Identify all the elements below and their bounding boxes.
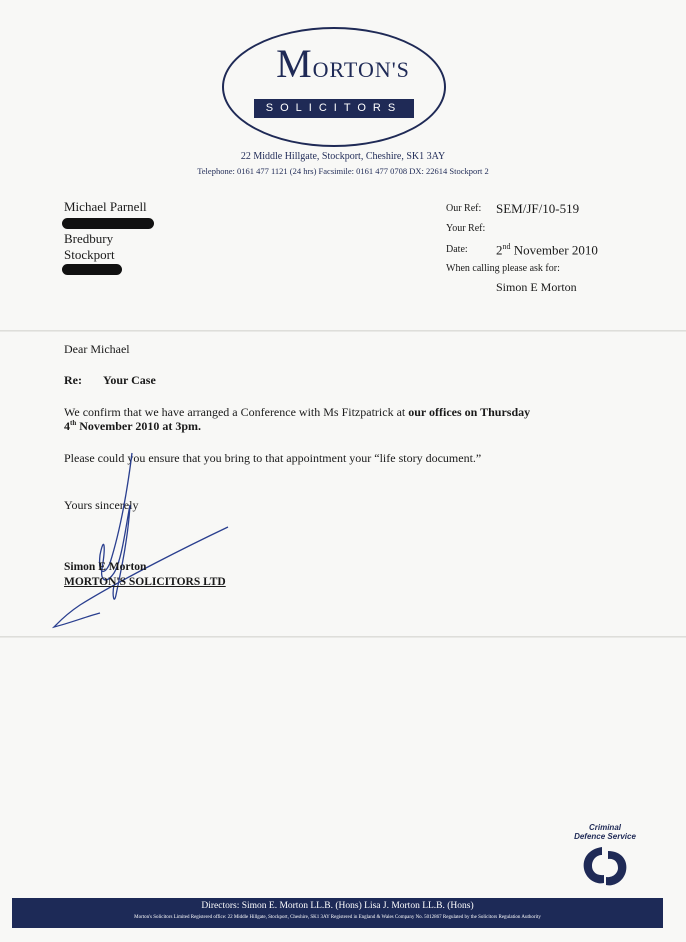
paragraph-1-line-1 <box>64 405 530 420</box>
recipient-town: Bredbury <box>64 231 114 246</box>
logo-subtitle-bar: SOLICITORS <box>254 99 414 118</box>
signatory-name: Simon E Morton <box>64 561 147 573</box>
calling-label: When calling please ask for: <box>446 263 560 274</box>
date-value <box>496 242 598 258</box>
paragraph-1-text: We confirm that we have arranged a Conference with Ms Fitzpatrick at <box>64 405 409 419</box>
date-day: 2 <box>496 242 503 258</box>
footer-registration: Morton's Solicitors Limited Registered office: 22 Middle Hillgate, Stockport, Cheshire, SK1 3AY Registered in England & Wales Company No. 5012867 Regulated by the Solicitors Regulation Authority <box>134 915 541 920</box>
fold-line-bottom <box>0 636 686 638</box>
redacted-street <box>62 218 154 229</box>
firm-name: MORTON'S SOLICITORS LTD <box>64 576 226 588</box>
letterhead-address: 22 Middle Hillgate, Stockport, Cheshire, SK1 3AY <box>240 151 446 162</box>
contact-name: Simon E Morton <box>496 280 577 294</box>
meeting-date-time: November 2010 at 3pm. <box>76 419 201 433</box>
logo-name-rest: ORTON'S <box>312 57 410 82</box>
date-suffix: nd <box>502 242 511 251</box>
our-ref-value: SEM/JF/10-519 <box>496 201 580 216</box>
recipient-name: Michael Parnell <box>64 199 147 214</box>
salutation: Dear Michael <box>64 342 130 356</box>
logo-firm-name <box>0 40 686 87</box>
cds-line-1: Criminal <box>588 823 621 832</box>
paragraph-1-line-2 <box>64 419 201 434</box>
signature-scribble <box>40 445 240 635</box>
re-subject: Your Case <box>103 373 156 387</box>
meeting-day-suffix: th <box>70 419 77 427</box>
fold-line-top <box>0 330 686 332</box>
paragraph-1-bold: our offices on Thursday <box>408 405 531 419</box>
cds-logo-icon <box>580 843 630 891</box>
closing: Yours sincerely <box>64 498 139 512</box>
our-ref-label: Our Ref: <box>446 203 482 214</box>
meeting-day: 4 <box>64 419 70 433</box>
date-label: Date: <box>446 244 468 255</box>
recipient-city: Stockport <box>64 247 115 262</box>
footer-directors: Directors: Simon E. Morton LL.B. (Hons) Lisa J. Morton LL.B. (Hons) <box>201 901 474 911</box>
logo-initial: M <box>276 41 313 86</box>
your-ref-label: Your Ref: <box>446 223 486 234</box>
cds-line-2: Defence Service <box>574 832 636 841</box>
letterhead-contact: Telephone: 0161 477 1121 (24 hrs) Facsimile: 0161 477 0708 DX: 22614 Stockport 2 <box>197 166 489 176</box>
footer-bar <box>12 898 663 928</box>
paragraph-2: Please could you ensure that you bring to that appointment your “life story document.” <box>64 451 482 465</box>
re-label: Re: <box>64 373 82 387</box>
redacted-postcode <box>62 264 122 275</box>
date-month-year: November 2010 <box>510 242 598 258</box>
